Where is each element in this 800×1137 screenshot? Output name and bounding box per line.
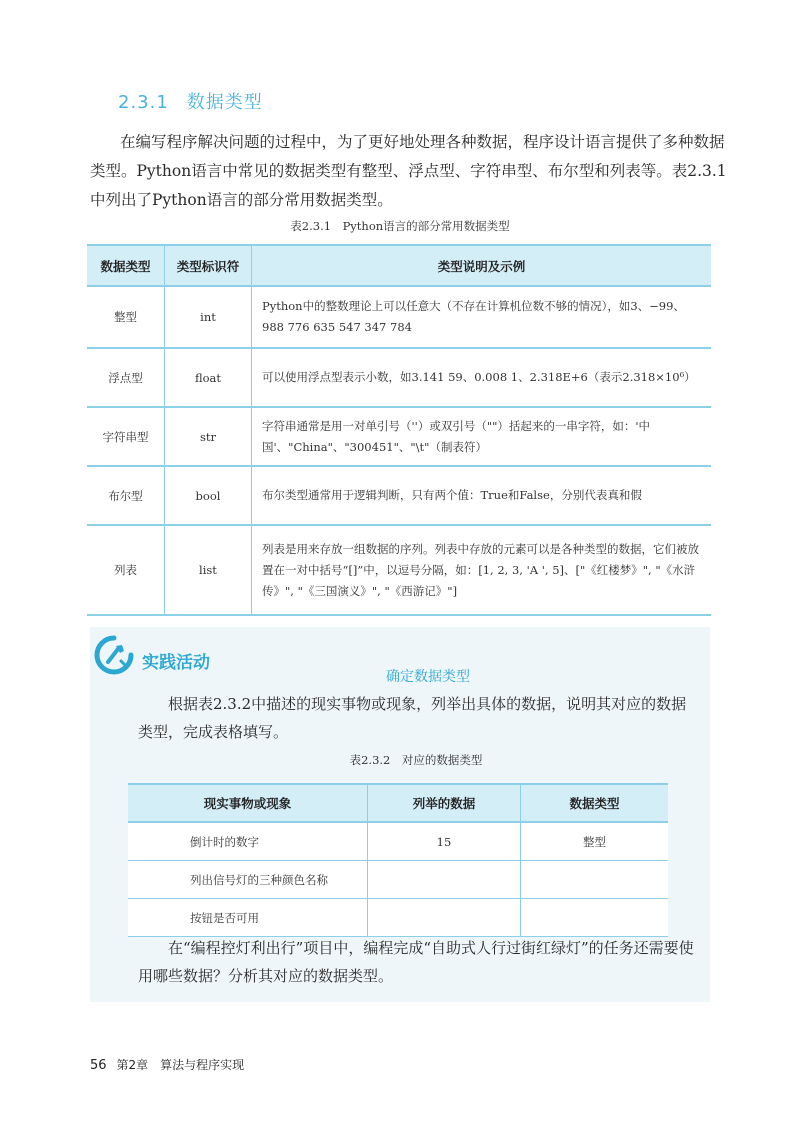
intro-paragraph: 在编写程序解决问题的过程中，为了更好地处理各种数据，程序设计语言提供了多种数据类型。Python语言中常见的数据类型有整型、浮点型、字符串型、布尔型和列表等。表2.3.1中列出了Python语言的部分常用数据类型。	[90, 133, 727, 209]
data-types-table	[87, 244, 711, 616]
cell-type: 列表	[87, 525, 165, 615]
header-thing: 现实事物或现象	[128, 784, 368, 822]
cell-desc: 字符串通常是用一对单引号（''）或双引号（""）括起来的一串字符，如：'中国'、"China"、"300451"、"\t"（制表符）	[252, 407, 712, 466]
cell-thing: 倒计时的数字	[128, 822, 368, 861]
table-header-row	[87, 245, 711, 286]
section-heading	[118, 88, 263, 114]
table-row	[87, 525, 711, 615]
cell-thing: 按钮是否可用	[128, 899, 368, 937]
page-number: 56	[90, 1058, 107, 1073]
table-header-row	[128, 784, 668, 822]
activity-title: 确定数据类型	[386, 669, 470, 685]
header-dtype: 数据类型	[521, 784, 669, 822]
page-footer	[90, 1056, 244, 1073]
cell-dtype: 整型	[521, 822, 669, 861]
cell-dtype	[521, 899, 669, 937]
table1-caption: 表2.3.1 Python语言的部分常用数据类型	[290, 219, 510, 233]
cell-id: int	[165, 286, 252, 348]
cell-type: 布尔型	[87, 466, 165, 525]
cell-id: bool	[165, 466, 252, 525]
cell-id: str	[165, 407, 252, 466]
cell-dtype	[521, 861, 669, 899]
activity-question: 在“编程控灯利出行”项目中，编程完成“自助式人行过街红绿灯”的任务还需要使用哪些数据？分析其对应的数据类型。	[138, 939, 694, 985]
cell-type: 字符串型	[87, 407, 165, 466]
cell-id: list	[165, 525, 252, 615]
table-row	[128, 899, 668, 937]
cell-id: float	[165, 348, 252, 407]
cell-thing: 列出信号灯的三种颜色名称	[128, 861, 368, 899]
table2-caption: 表2.3.2 对应的数据类型	[349, 753, 483, 767]
header-data-type: 数据类型	[87, 245, 165, 286]
table-row	[128, 822, 668, 861]
cell-desc: 可以使用浮点型表示小数，如3.141 59、0.008 1、2.318E+6（表示2.318×10⁶）	[252, 348, 712, 407]
table-row	[128, 861, 668, 899]
activity-table	[128, 783, 668, 937]
table-row	[87, 286, 711, 348]
activity-instruction: 根据表2.3.2中描述的现实事物或现象，列举出具体的数据，说明其对应的数据类型，完成表格填写。	[138, 695, 687, 741]
table-row	[87, 407, 711, 466]
practice-label: 实践活动	[142, 653, 210, 673]
cell-data	[368, 899, 521, 937]
section-number: 2.3.1	[118, 92, 169, 113]
cell-type: 整型	[87, 286, 165, 348]
table-row	[87, 466, 711, 525]
cell-desc: Python中的整数理论上可以任意大（不存在计算机位数不够的情况），如3、−99、988 776 635 547 347 784	[252, 286, 712, 348]
cell-data: 15	[368, 822, 521, 861]
header-type-desc: 类型说明及示例	[252, 245, 712, 286]
cell-data	[368, 861, 521, 899]
chapter-title: 第2章 算法与程序实现	[116, 1058, 245, 1072]
header-data: 列举的数据	[368, 784, 521, 822]
section-title: 数据类型	[186, 92, 263, 113]
table-row	[87, 348, 711, 407]
header-type-id: 类型标识符	[165, 245, 252, 286]
cell-type: 浮点型	[87, 348, 165, 407]
cell-desc: 布尔类型通常用于逻辑判断，只有两个值：True和False，分别代表真和假	[252, 466, 712, 525]
cell-desc: 列表是用来存放一组数据的序列。列表中存放的元素可以是各种类型的数据，它们被放置在一对中括号“[]”中，以逗号分隔，如：[1, 2, 3, 'A ', 5]、["《红楼梦》", "《水浒传》", "《三国演义》", "《西游记》"]	[252, 525, 712, 615]
